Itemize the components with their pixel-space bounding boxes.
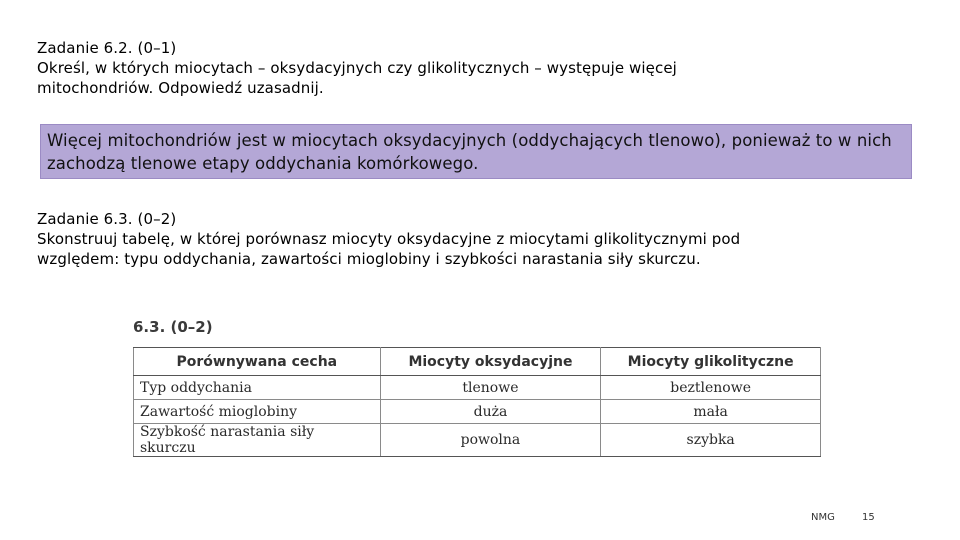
row-feature: Zawartość mioglobiny [134, 400, 381, 424]
row-oxidative-value: powolna [380, 424, 601, 457]
task-6-3-text: Skonstruuj tabelę, w której porównasz miocyty oksydacyjne z miocytami glikolitycznymi pod względem: typu oddychania, zawartości mioglobiny i szybkości narastania siły skurczu. [37, 230, 741, 268]
comparison-table [133, 347, 821, 457]
row-glycolytic-value: beztlenowe [601, 376, 821, 400]
answer-box [40, 124, 912, 179]
answer-text: Więcej mitochondriów jest w miocytach oksydacyjnych (oddychających tlenowo), ponieważ to w nich zachodzą tlenowe etapy oddychania komórkowego. [47, 131, 892, 173]
table-header-row [134, 348, 821, 376]
table-row [134, 376, 821, 400]
row-glycolytic-value: szybka [601, 424, 821, 457]
table-title: 6.3. (0–2) [133, 318, 213, 336]
row-oxidative-value: tlenowe [380, 376, 601, 400]
header-glycolytic: Miocyty glikolityczne [601, 348, 821, 376]
table-row [134, 400, 821, 424]
task-6-2-text: Określ, w których miocytach – oksydacyjnych czy glikolitycznych – występuje więcej mitochondriów. Odpowiedź uzasadnij. [37, 59, 677, 97]
task-6-2-heading: Zadanie 6.2. (0–1) [37, 39, 177, 57]
task-6-3 [37, 209, 740, 269]
task-6-3-heading: Zadanie 6.3. (0–2) [37, 210, 177, 228]
header-feature: Porównywana cecha [134, 348, 381, 376]
comparison-table-section [133, 318, 821, 457]
table-row [134, 424, 821, 457]
row-glycolytic-value: mała [601, 400, 821, 424]
header-oxidative: Miocyty oksydacyjne [380, 348, 601, 376]
row-oxidative-value: duża [380, 400, 601, 424]
row-feature: Typ oddychania [134, 376, 381, 400]
page-number: 15 [862, 512, 875, 523]
task-6-2 [37, 38, 677, 98]
footer-initials: NMG [811, 512, 835, 523]
row-feature: Szybkość narastania siły skurczu [134, 424, 381, 457]
